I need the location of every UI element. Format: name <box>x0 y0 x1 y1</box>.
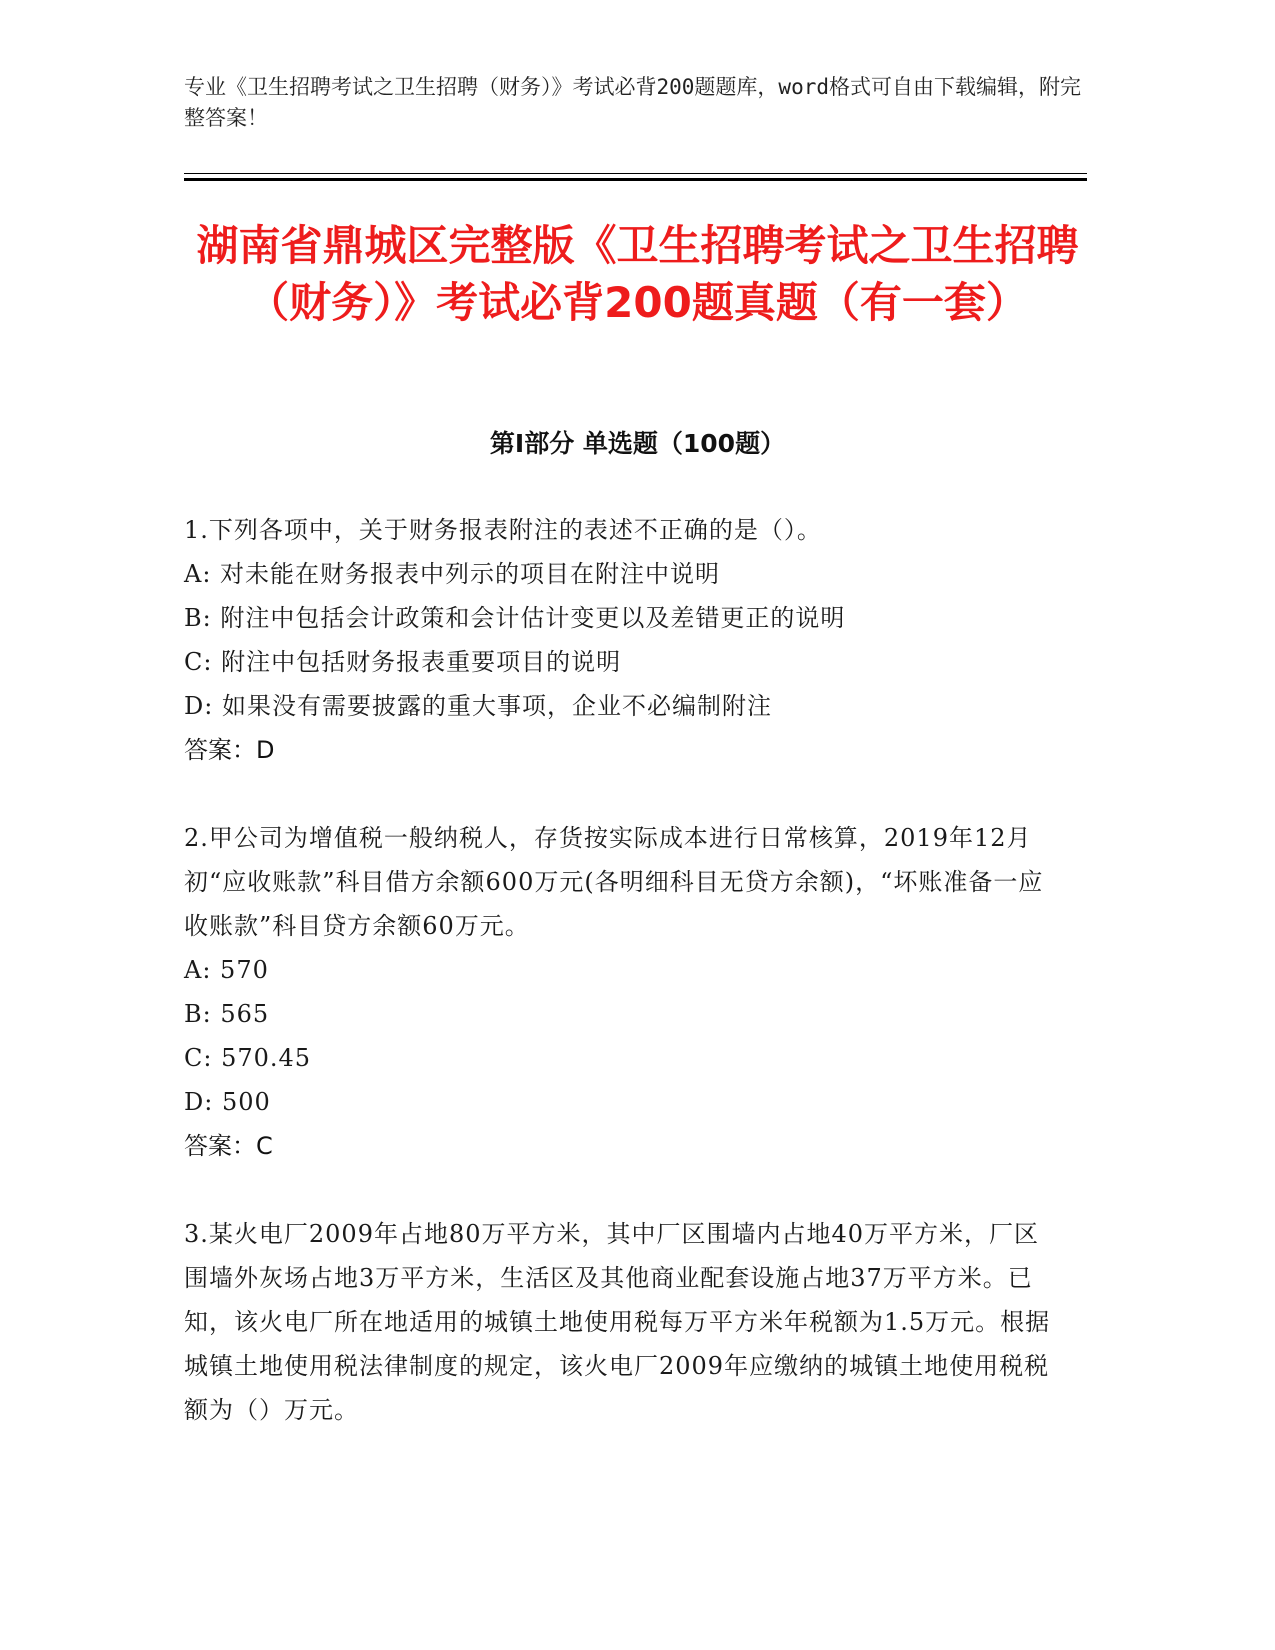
header-divider-thin <box>184 173 1087 174</box>
question-stem: 2.甲公司为增值税一般纳税人，存货按实际成本进行日常核算，2019年12月初“应收账款”科目借方余额600万元(各明细科目无贷方余额)，“坏账准备一应收账款”科目贷方余额60万元。 <box>184 824 1044 940</box>
answer: 答案：D <box>184 736 275 764</box>
header-note: 专业《卫生招聘考试之卫生招聘（财务）》考试必背200题题库，word格式可自由下载编辑，附完整答案！ <box>184 75 1081 130</box>
option-d: D: 如果没有需要披露的重大事项，企业不必编制附注 <box>184 692 772 720</box>
option-b: B: 附注中包括会计政策和会计估计变更以及差错更正的说明 <box>184 604 846 632</box>
header-divider-thick <box>184 178 1087 181</box>
question-stem: 3.某火电厂2009年占地80万平方米，其中厂区围墙内占地40万平方米，厂区围墙外灰场占地3万平方米，生活区及其他商业配套设施占地37万平方米。已知，该火电厂所在地适用的城镇土地使用税每万平方米年税额为1.5万元。根据城镇土地使用税法律制度的规定，该火电厂2009年应缴纳的城镇土地使用税税额为（）万元。 <box>184 1220 1051 1424</box>
section-title: 第I部分 单选题（100题） <box>489 429 786 458</box>
option-c: C: 570.45 <box>184 1044 312 1072</box>
question-3 <box>184 1212 1064 1432</box>
option-a: A: 对未能在财务报表中列示的项目在附注中说明 <box>184 560 721 588</box>
question-stem: 1.下列各项中，关于财务报表附注的表述不正确的是（）。 <box>184 516 822 544</box>
question-2 <box>184 816 1064 1168</box>
answer: 答案：C <box>184 1132 273 1160</box>
option-a: A: 570 <box>184 956 269 984</box>
option-b: B: 565 <box>184 1000 270 1028</box>
document-title: 湖南省鼎城区完整版《卫生招聘考试之卫生招聘（财务）》考试必背200题真题（有一套） <box>196 221 1079 327</box>
option-c: C: 附注中包括财务报表重要项目的说明 <box>184 648 622 676</box>
option-d: D: 500 <box>184 1088 271 1116</box>
question-list <box>184 508 1064 1432</box>
question-1 <box>184 508 1064 772</box>
